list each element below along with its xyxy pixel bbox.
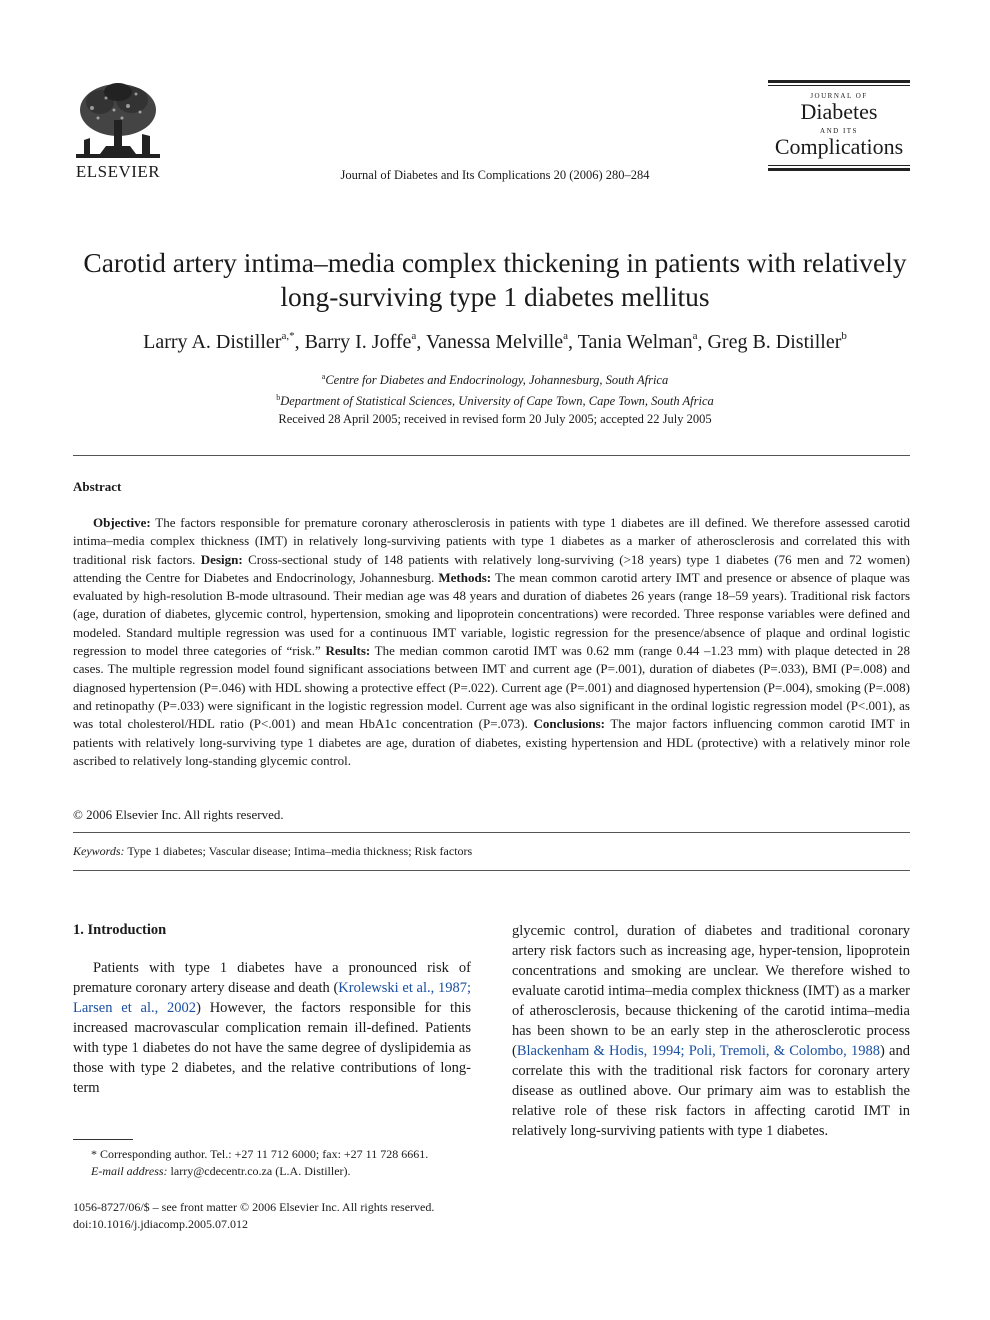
author-list: [0, 330, 990, 354]
author-affiliation-mark: b: [841, 330, 847, 342]
results-text: The median common carotid IMT was 0.62 mm (range 0.44 –1.23 mm) with plaque detected in 28 cases. The multiple regression model found significant associations between IMT and current age (P=.001), duration of diabetes (P=.033), BMI (P=.008) and diagnosed hypertension (P=.046) with HDL showing a protective effect (P=.022). Current age (P=.001) and diagnosed hypertension (P=.004), smoking (P=.008) and retinopathy (P=.033) were significant in the logistic regression model. Current age was also significant in the ordinal logistic regression model (P<.001), as was total cholesterol/HDL ratio (P<.001) and mean HbA1c concentration (P=.073).: [73, 643, 910, 732]
masthead-small-top: JOURNAL OF: [810, 92, 868, 100]
email-note: [73, 1163, 483, 1180]
masthead-rule-bottom-thin: [768, 165, 910, 166]
author-separator: ,: [697, 331, 708, 353]
affiliation-mark: b: [276, 393, 281, 402]
masthead-title-complications: Complications: [774, 134, 904, 159]
keywords-text: Type 1 diabetes; Vascular disease; Intima–media thickness; Risk factors: [124, 844, 473, 858]
conclusions-label: Conclusions:: [533, 716, 605, 732]
author-name: Vanessa Melville: [425, 331, 564, 353]
article-title: Carotid artery intima–media complex thickening in patients with relatively long-surviving type 1 diabetes mellitus: [83, 247, 907, 312]
footnote-rule: [73, 1139, 133, 1140]
intro-right-text-1: glycemic control, duration of diabetes and traditional coronary artery risk factors such as increasing age, hyper-tension, lipoprotein concentrations and smoking are unclear. We therefore wished to evaluate carotid intima–media complex thickness (IMT) as a marker of atherosclerosis, because thickening of the carotid intima–media has been shown to be an early step in the atherosclerotic process (: [512, 923, 910, 1059]
copyright-line: © 2006 Elsevier Inc. All rights reserved.: [73, 807, 284, 822]
masthead-small-mid: AND ITS: [820, 127, 858, 135]
intro-right-column: [512, 921, 910, 1141]
objective-text: The factors responsible for premature coronary atherosclerosis in patients with type 1 diabetes are ill defined. We therefore assessed carotid intima–media complex thickness (IMT) in relatively long-surviving patients with type 1 diabetes as a marker of atherosclerosis and correlated this with traditional risk factors.: [73, 515, 910, 567]
affiliations: [0, 368, 990, 410]
objective-label: Objective:: [93, 515, 151, 530]
journal-masthead: [768, 80, 910, 171]
intro-left-text-1: Patients with type 1 diabetes have a pronounced risk of premature coronary artery disease and death (: [73, 960, 471, 996]
email-address: larry@cdecentr.co.za (L.A. Distiller).: [167, 1164, 351, 1178]
publisher-logo: [70, 80, 166, 182]
masthead-rule-top: [768, 80, 910, 83]
footnotes: [73, 1146, 483, 1180]
masthead-rule-bottom: [768, 168, 910, 171]
masthead-rule-top-thin: [768, 85, 910, 86]
divider-keywords-top: [73, 832, 910, 833]
conclusions-text: The major factors influencing common carotid IMT in patients with relatively long-surviving type 1 diabetes are age, duration of diabetes, existing hypertension and HDL (protective) with a relatively minor role ascribed to relatively long-standing glycemic control.: [73, 716, 910, 768]
author-name: Greg B. Distiller: [707, 331, 842, 353]
keywords: [73, 844, 472, 859]
intro-left-column: [73, 958, 471, 1098]
design-text: Cross-sectional study of 148 patients with relatively long-surviving (>18 years) type 1 diabetes (76 men and 72 women) attending the Centre for Diabetes and Endocrinology, Johannesburg.: [73, 551, 910, 585]
doi-line[interactable]: doi:10.1016/j.jdiacomp.2005.07.012: [73, 1217, 248, 1231]
affiliation-line: [0, 389, 990, 410]
author-affiliation-mark: a: [692, 330, 698, 342]
author-separator: ,: [568, 331, 578, 353]
affiliation-text: Department of Statistical Sciences, University of Cape Town, Cape Town, South Africa: [280, 394, 714, 408]
citation-link-blackenham[interactable]: Blackenham & Hodis, 1994; Poli, Tremoli, & Colombo, 1988: [516, 1043, 881, 1059]
journal-citation: Journal of Diabetes and Its Complications 20 (2006) 280–284: [340, 168, 650, 182]
author-name: Barry I. Joffe: [304, 331, 412, 353]
author-affiliation-mark: a: [411, 330, 417, 342]
affiliation-line: [0, 368, 990, 389]
author-separator: ,: [416, 331, 426, 353]
publisher-name: ELSEVIER: [75, 162, 161, 181]
affiliation-mark: a: [321, 372, 326, 381]
email-label: E-mail address:: [91, 1164, 168, 1178]
citation-link-krolewski[interactable]: Krolewski et al., 1987; Larsen et al., 2002: [73, 980, 471, 1016]
keywords-label: Keywords:: [73, 844, 125, 858]
abstract-heading: Abstract: [73, 479, 122, 494]
issn-line: 1056-8727/06/$ – see front matter © 2006 Elsevier Inc. All rights reserved.: [73, 1200, 435, 1214]
methods-label: Methods:: [438, 569, 492, 585]
divider-top: [73, 455, 910, 456]
author-separator: ,: [294, 331, 305, 353]
received-dates: Received 28 April 2005; received in revised form 20 July 2005; accepted 22 July 2005: [278, 412, 712, 426]
author-affiliation-mark: a: [563, 330, 569, 342]
elsevier-tree-icon: [70, 80, 166, 162]
intro-left-text-2: ) However, the factors responsible for this increased macrovascular complication remain ill-defined. Patients with type 1 diabetes do not have the same degree of dyslipidemia as those with type 2 diabetes, and the relative contributions of long-term: [73, 1000, 471, 1096]
abstract-body: [73, 514, 910, 770]
corresponding-author-note: * Corresponding author. Tel.: +27 11 712 6000; fax: +27 11 728 6661.: [91, 1147, 429, 1161]
author-name: Larry A. Distiller: [143, 331, 282, 353]
author-affiliation-mark: a,*: [281, 330, 295, 342]
intro-right-text-2: ) and correlate this with the traditional risk factors for coronary artery disease as outlined above. Our primary aim was to establish the relative role of these risk factors in affecting carotid IMT in relatively long-surviving patients with type 1 diabetes.: [512, 1043, 910, 1139]
issn-doi: [73, 1199, 434, 1233]
affiliation-text: Centre for Diabetes and Endocrinology, Johannesburg, South Africa: [325, 373, 669, 387]
results-label: Results:: [325, 643, 371, 659]
masthead-title-diabetes: Diabetes: [800, 99, 878, 124]
author-name: Tania Welman: [577, 331, 693, 353]
section-heading-introduction: 1. Introduction: [73, 922, 167, 938]
methods-text: The mean common carotid artery IMT and presence or absence of plaque was evaluated by high-resolution B-mode ultrasound. Their median age was 48 years and duration of diabetes 26 years (range 18–59 years). Traditional risk factors (age, duration of diabetes, glycemic control, hypertension, smoking and lipoprotein concentrations) were recorded. Three response variables were defined and modeled. Standard multiple regression was used for a continuous IMT variable, logistic regression for the presence/absence of plaque and ordinal logistic regression to model three categories of “risk.”: [73, 569, 910, 659]
design-label: Design:: [200, 551, 243, 567]
divider-keywords-bottom: [73, 870, 910, 871]
